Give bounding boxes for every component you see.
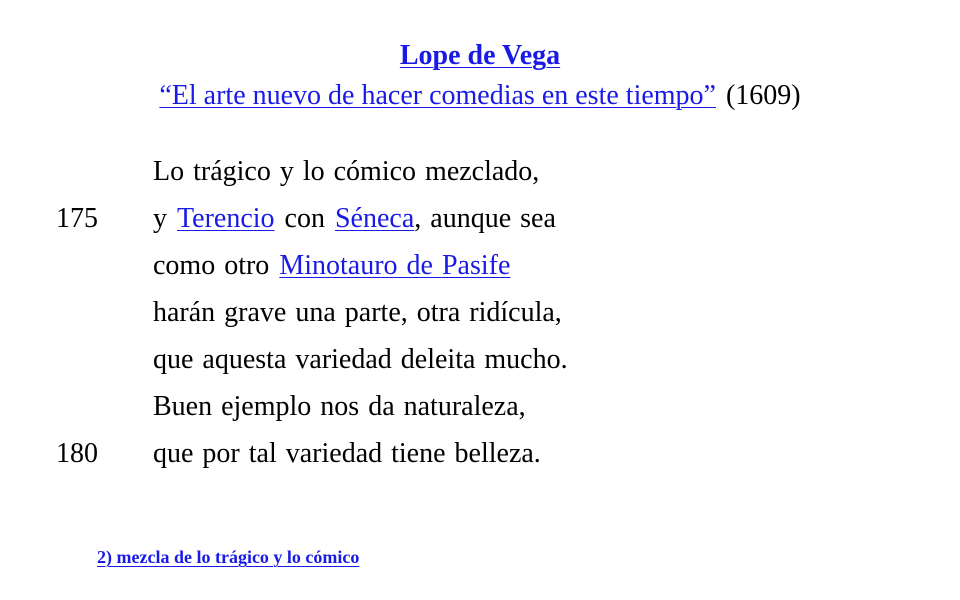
work-title-line [0,80,960,112]
verse-line-5 [0,336,960,383]
verse-text: que por tal variedad tiene belleza. [153,438,541,469]
verse-line-3 [0,242,960,289]
verse-text: harán grave una parte, otra ridícula, [153,297,562,328]
minotauro-link[interactable]: Minotauro de Pasife [279,250,511,281]
verse-line-1 [0,148,960,195]
verse-text-fragment: como otro [153,250,270,281]
verse-text [153,195,556,242]
seneca-link[interactable]: Séneca [334,203,415,234]
verse-line-6 [0,383,960,430]
verse-text-fragment: y [153,203,167,234]
verse-text-fragment: con [284,203,325,234]
verse-line-175 [0,195,960,242]
work-title-link[interactable]: “El arte nuevo de hacer comedias en este tiempo” [159,80,716,111]
footnote [97,547,359,568]
verse-text: Lo trágico y lo cómico mezclado, [153,156,540,187]
footnote-link[interactable]: 2) mezcla de lo trágico y lo cómico [97,547,360,567]
verse-number: 180 [56,438,98,469]
work-year: (1609) [725,80,801,111]
verse-text: que aquesta variedad deleita mucho. [153,344,568,375]
author-heading [0,40,960,72]
verse-line-180 [0,430,960,477]
verse-line-4 [0,289,960,336]
poem-excerpt [0,148,960,477]
verse-text-fragment: , aunque sea [414,203,556,234]
author-link[interactable]: Lope de Vega [399,40,561,71]
verse-number: 175 [56,203,98,234]
terencio-link[interactable]: Terencio [177,203,275,234]
verse-text [153,242,510,289]
verse-text: Buen ejemplo nos da naturaleza, [153,391,526,422]
